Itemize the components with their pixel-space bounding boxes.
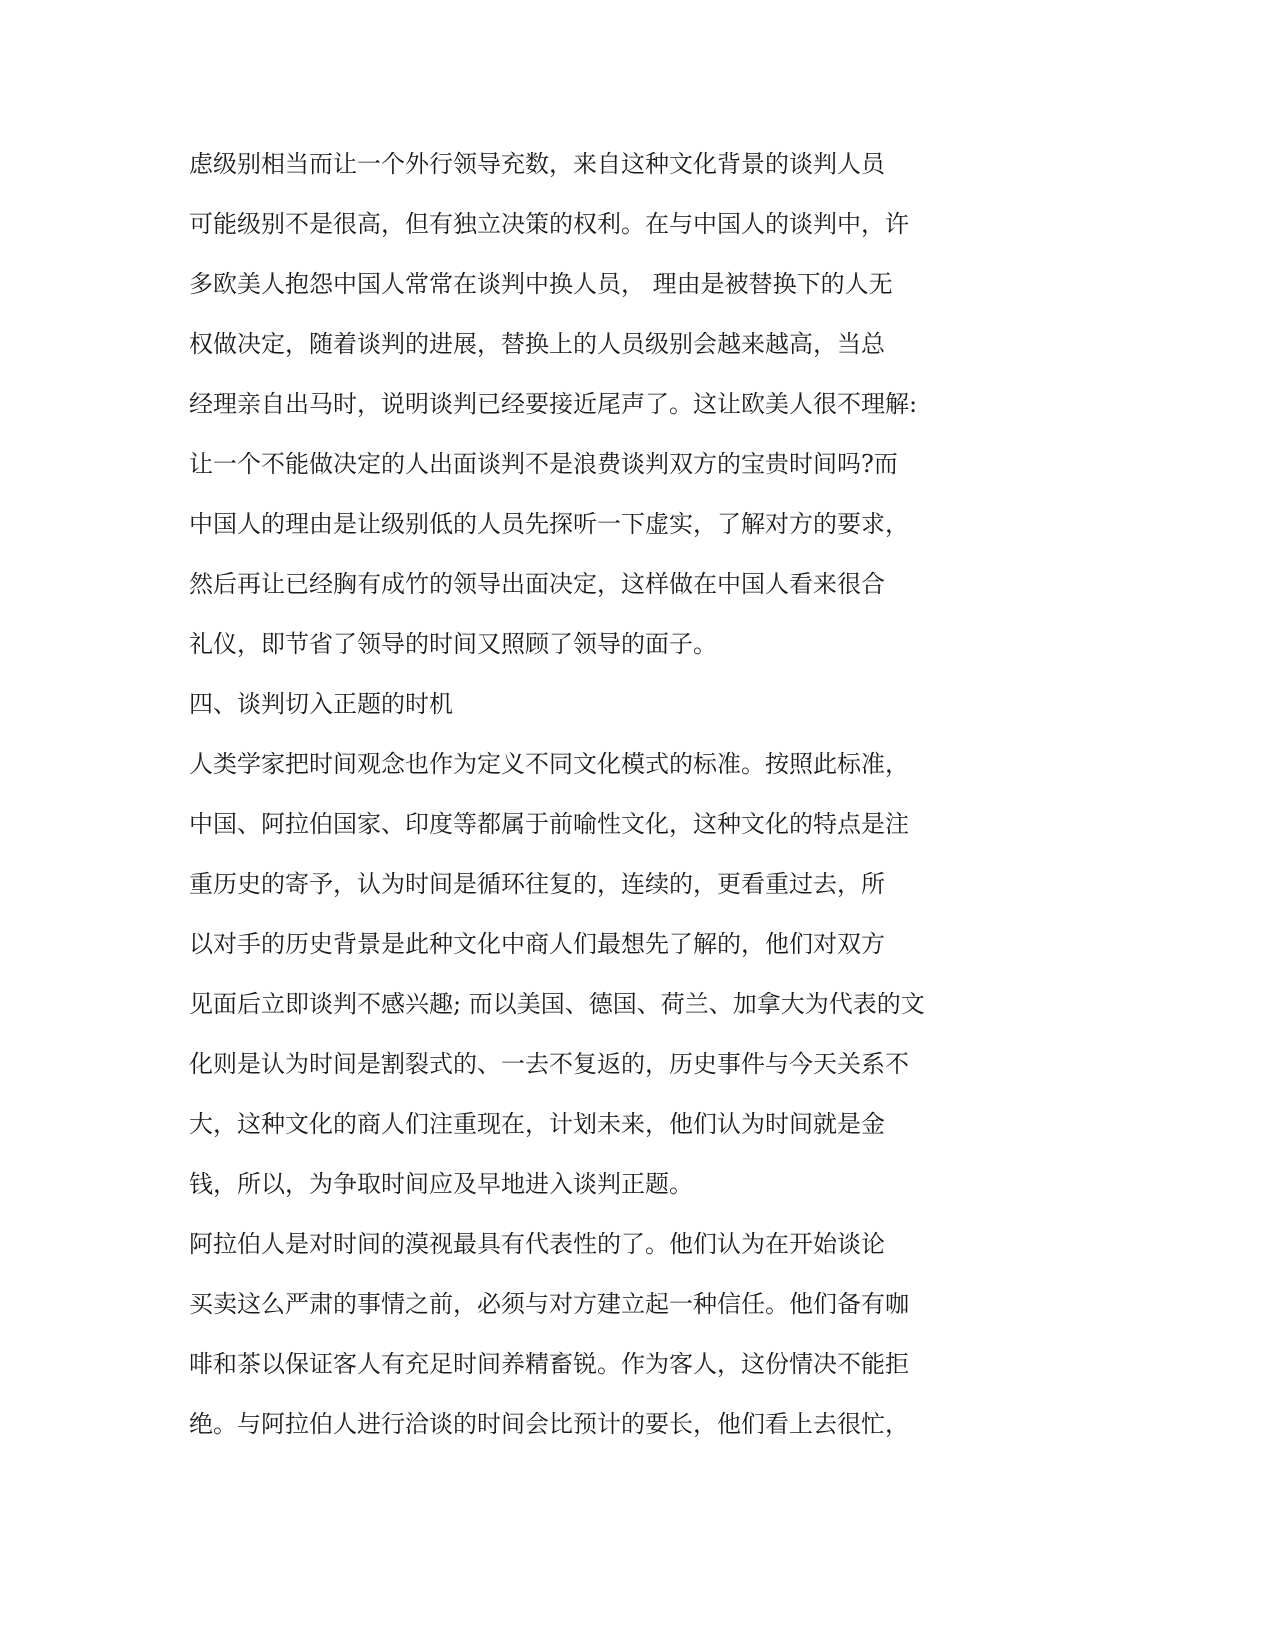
text-line: 中国人的理由是让级别低的人员先探听一下虚实，了解对方的要求， xyxy=(189,510,909,538)
text-line: 化则是认为时间是割裂式的、一去不复返的，历史事件与今天关系不 xyxy=(189,1050,909,1078)
text-line: 礼仪，即节省了领导的时间又照顾了领导的面子。 xyxy=(189,630,717,658)
text-line: 让一个不能做决定的人出面谈判不是浪费谈判双方的宝贵时间吗?而 xyxy=(189,450,898,478)
text-line: 绝。与阿拉伯人进行洽谈的时间会比预计的要长，他们看上去很忙， xyxy=(189,1410,909,1438)
text-line: 权做决定，随着谈判的进展，替换上的人员级别会越来越高，当总 xyxy=(189,330,885,358)
section-heading: 四、谈判切入正题的时机 xyxy=(189,690,453,718)
text-line: 重历史的寄予，认为时间是循环往复的，连续的，更看重过去，所 xyxy=(189,870,885,898)
text-line: 啡和茶以保证客人有充足时间养精畜锐。作为客人，这份情决不能拒 xyxy=(189,1350,909,1378)
text-line: 虑级别相当而让一个外行领导充数，来自这种文化背景的谈判人员 xyxy=(189,150,885,178)
text-line: 以对手的历史背景是此种文化中商人们最想先了解的，他们对双方 xyxy=(189,930,885,958)
text-line: 大，这种文化的商人们注重现在，计划未来，他们认为时间就是金 xyxy=(189,1110,885,1138)
text-line: 多欧美人抱怨中国人常常在谈判中换人员， 理由是被替换下的人无 xyxy=(189,270,893,298)
text-line: 阿拉伯人是对时间的漠视最具有代表性的了。他们认为在开始谈论 xyxy=(189,1230,885,1258)
text-line: 买卖这么严肃的事情之前，必须与对方建立起一种信任。他们备有咖 xyxy=(189,1290,909,1318)
text-line: 人类学家把时间观念也作为定义不同文化模式的标准。按照此标准， xyxy=(189,750,909,778)
text-line: 中国、阿拉伯国家、印度等都属于前喻性文化，这种文化的特点是注 xyxy=(189,810,909,838)
text-line: 见面后立即谈判不感兴趣; 而以美国、德国、荷兰、加拿大为代表的文 xyxy=(189,990,925,1018)
text-line: 经理亲自出马时，说明谈判已经要接近尾声了。这让欧美人很不理解: xyxy=(189,390,918,418)
text-line: 钱，所以，为争取时间应及早地进入谈判正题。 xyxy=(189,1170,693,1198)
text-line: 可能级别不是很高，但有独立决策的权利。在与中国人的谈判中，许 xyxy=(189,210,909,238)
text-line: 然后再让已经胸有成竹的领导出面决定，这样做在中国人看来很合 xyxy=(189,570,885,598)
